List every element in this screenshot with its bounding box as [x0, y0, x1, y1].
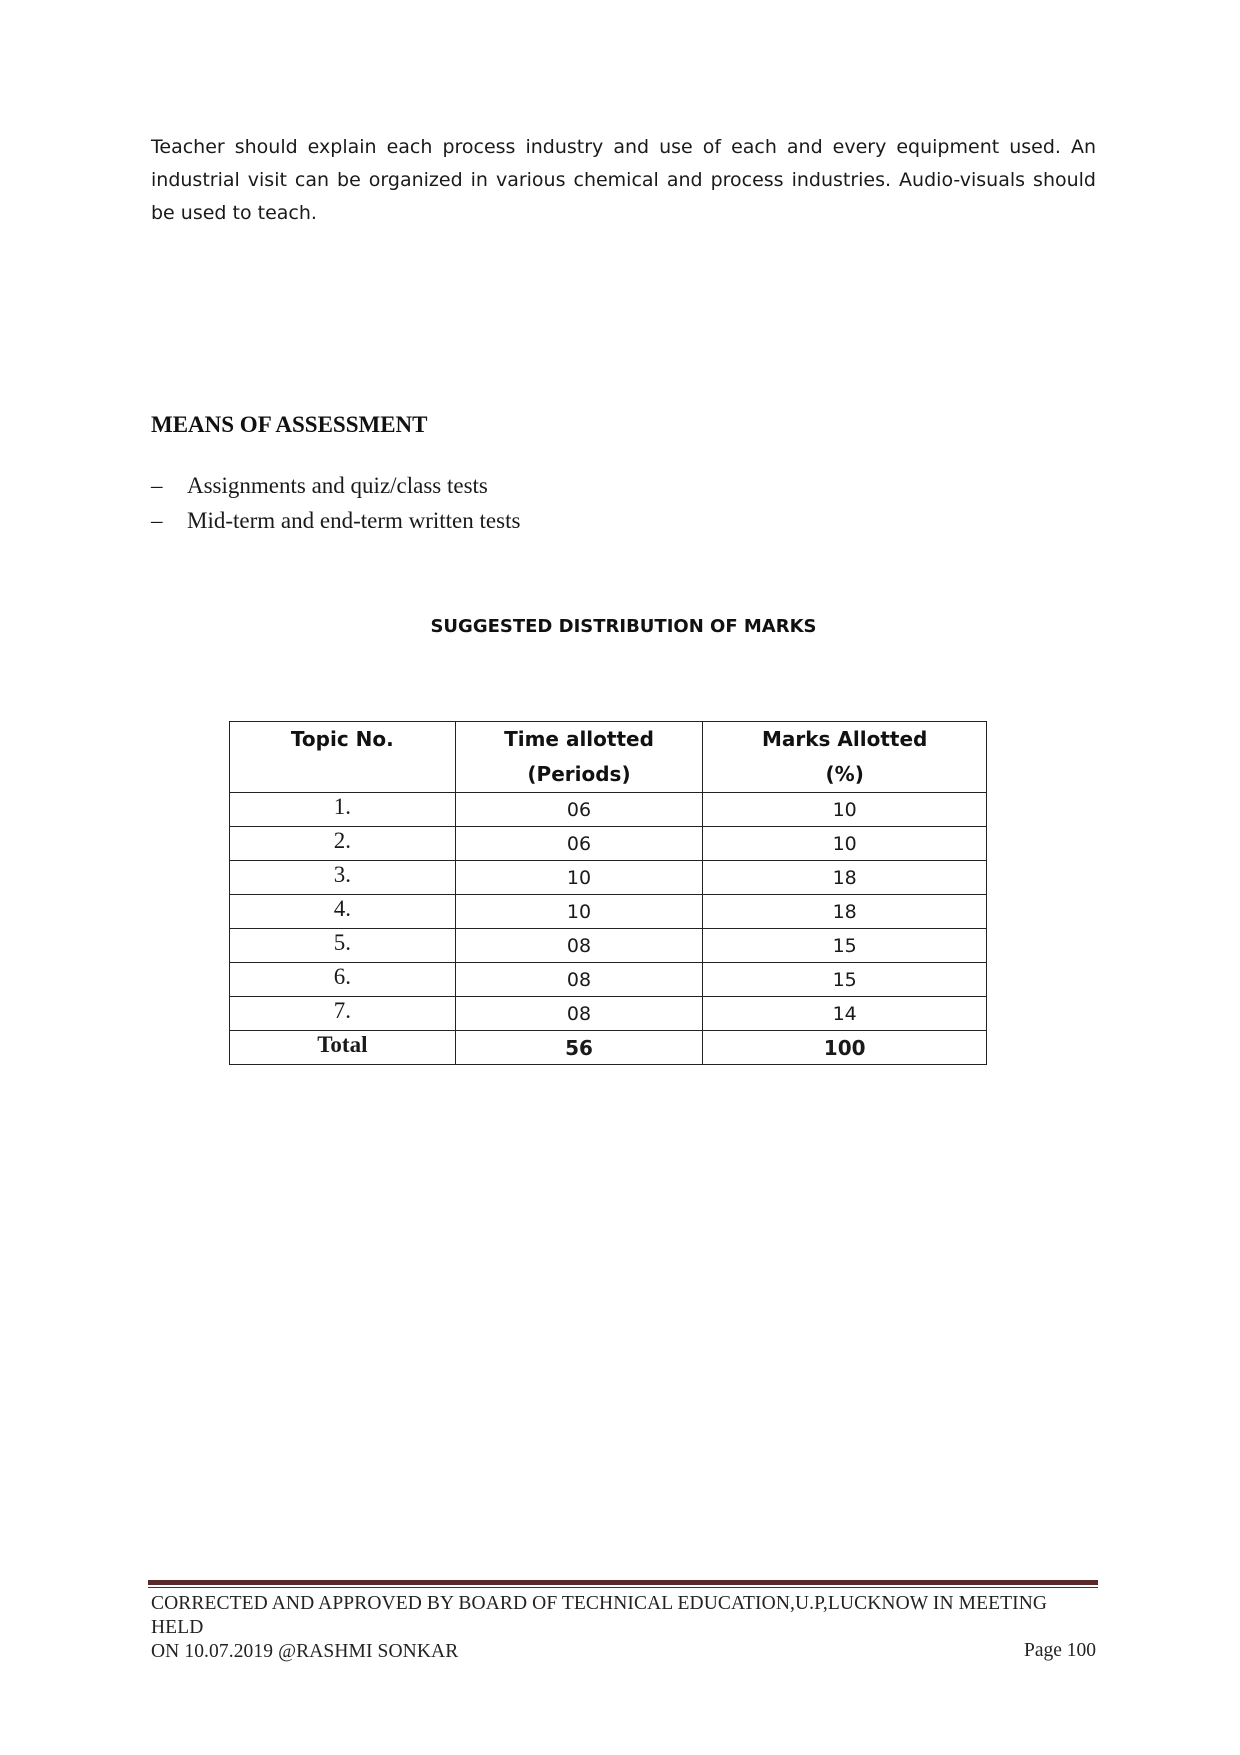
cell-marks: 18 [703, 895, 987, 929]
assessment-heading: MEANS OF ASSESSMENT [151, 412, 428, 437]
cell-time: 06 [455, 793, 703, 827]
cell-time: 08 [455, 963, 703, 997]
cell-time: 10 [455, 895, 703, 929]
header-topic-label: Topic No. [290, 727, 394, 751]
list-item-text: Assignments and quiz/class tests [187, 473, 488, 498]
cell-topic: 6. [230, 963, 456, 997]
header-time-line1: Time allotted [504, 727, 654, 751]
table-row [230, 929, 987, 963]
cell-marks: 10 [703, 793, 987, 827]
footer-approval-note [151, 1592, 1096, 1664]
footer-divider [148, 1580, 1098, 1585]
cell-total-label: Total [230, 1031, 456, 1065]
table-title: SUGGESTED DISTRIBUTION OF MARKS [430, 616, 817, 637]
table-header-row [230, 722, 987, 793]
cell-topic: 2. [230, 827, 456, 861]
cell-topic: 1. [230, 793, 456, 827]
cell-marks: 15 [703, 929, 987, 963]
cell-marks: 18 [703, 861, 987, 895]
cell-time: 08 [455, 929, 703, 963]
bullet-dash: – [151, 508, 163, 533]
cell-time: 08 [455, 997, 703, 1031]
cell-total-time: 56 [455, 1031, 703, 1065]
header-topic-no [230, 722, 456, 793]
cell-marks: 15 [703, 963, 987, 997]
table-row [230, 963, 987, 997]
list-item [151, 468, 520, 503]
marks-distribution-table [229, 721, 987, 1065]
table-row [230, 895, 987, 929]
cell-topic: 5. [230, 929, 456, 963]
cell-total-marks: 100 [703, 1031, 987, 1065]
list-item-text: Mid-term and end-term written tests [187, 508, 521, 533]
cell-topic: 3. [230, 861, 456, 895]
table-row [230, 827, 987, 861]
header-time-allotted [455, 722, 703, 793]
list-item [151, 503, 520, 538]
footer-divider-thin [148, 1587, 1098, 1588]
footer-line-2: ON 10.07.2019 @RASHMI SONKAR [151, 1641, 459, 1662]
cell-topic: 7. [230, 997, 456, 1031]
cell-marks: 10 [703, 827, 987, 861]
footer-line-1: CORRECTED AND APPROVED BY BOARD OF TECHNICAL EDUCATION,U.P,LUCKNOW IN MEETING HELD [151, 1593, 1048, 1638]
header-marks-line2: (%) [825, 762, 864, 786]
table-row [230, 861, 987, 895]
assessment-list [151, 468, 520, 538]
cell-marks: 14 [703, 997, 987, 1031]
header-marks-allotted [703, 722, 987, 793]
cell-topic: 4. [230, 895, 456, 929]
header-marks-line1: Marks Allotted [761, 727, 928, 751]
intro-paragraph: Teacher should explain each process industry and use of each and every equipment used. An industrial visit can be organized in various chemical and process industries. Audio-visuals should be used to teach. [151, 136, 1096, 224]
header-time-line2: (Periods) [527, 762, 631, 786]
cell-time: 10 [455, 861, 703, 895]
cell-time: 06 [455, 827, 703, 861]
page-number: Page 100 [1023, 1640, 1096, 1661]
table-total-row [230, 1031, 987, 1065]
table-row [230, 997, 987, 1031]
bullet-dash: – [151, 473, 163, 498]
table-row [230, 793, 987, 827]
